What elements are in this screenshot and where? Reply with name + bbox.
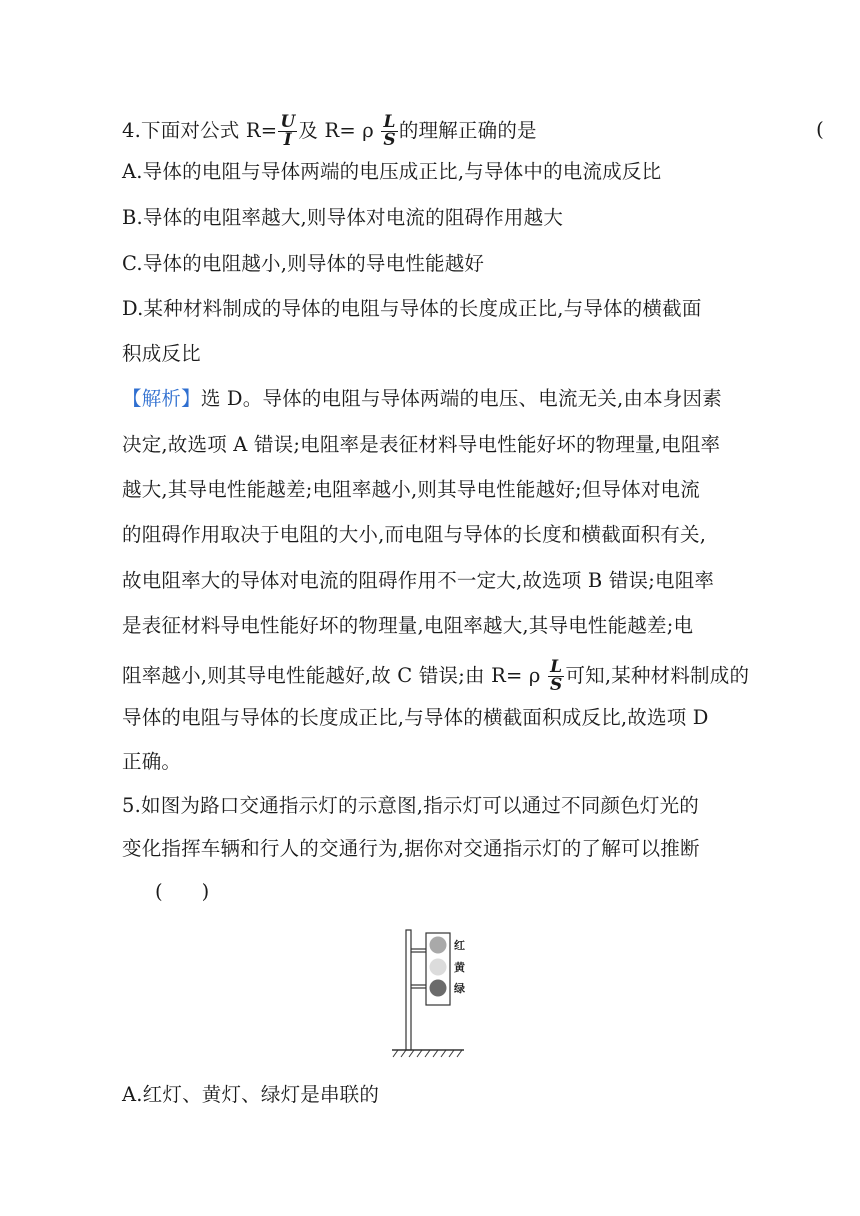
q4-option-b: B.导体的电阻率越大,则导体对电流的阻碍作用越大 bbox=[122, 206, 564, 229]
q5-answer-blank: ( ) bbox=[155, 880, 210, 903]
formula-l-over-s bbox=[381, 114, 397, 149]
analysis-line-8: 导体的电阻与导体的长度成正比,与导体的横截面积成反比,故选项 D bbox=[122, 706, 709, 729]
analysis-tag: 【解析】 bbox=[122, 387, 201, 410]
frac-numerator: U bbox=[280, 112, 296, 132]
q4-option-a: A.导体的电阻与导体两端的电压成正比,与导体中的电流成反比 bbox=[122, 160, 662, 183]
analysis-line-3: 越大,其导电性能越差;电阻率越小,则其导电性能越好;但导体对电流 bbox=[122, 478, 700, 501]
analysis-text: 可知,某种材料制成的 bbox=[565, 664, 750, 687]
q4-stem-mid: 及 R= ρ bbox=[298, 119, 381, 142]
analysis-line-4: 的阻碍作用取决于电阻的大小,而电阻与导体的长度和横截面积有关, bbox=[122, 523, 707, 546]
q4-option-d-line2: 积成反比 bbox=[122, 342, 201, 365]
q4-option-d-line1: D.某种材料制成的导体的电阻与导体的长度成正比,与导体的横截面 bbox=[122, 297, 702, 320]
formula-l-over-s bbox=[548, 659, 564, 694]
analysis-line-9: 正确。 bbox=[122, 750, 182, 773]
q5-stem-line2: 变化指挥车辆和行人的交通行为,据你对交通指示灯的了解可以推断 bbox=[122, 837, 700, 860]
traffic-light-diagram bbox=[390, 925, 470, 1060]
green-lamp bbox=[430, 980, 447, 997]
q4-option-c: C.导体的电阻越小,则导体的导电性能越好 bbox=[122, 252, 485, 275]
analysis-text: 选 D。导体的电阻与导体两端的电压、电流无关,由本身因素 bbox=[200, 387, 722, 410]
analysis-text: 阻率越小,则其导电性能越好,故 C 错误;由 R= ρ bbox=[122, 664, 547, 687]
label-yellow: 黄 bbox=[454, 962, 465, 974]
frac-denominator: I bbox=[283, 130, 292, 150]
analysis-line-2: 决定,故选项 A 错误;电阻率是表征材料导电性能好坏的物理量,电阻率 bbox=[122, 433, 721, 456]
label-red: 红 bbox=[454, 940, 465, 952]
q4-answer-paren: ( bbox=[816, 117, 824, 141]
q5-option-a: A.红灯、黄灯、绿灯是串联的 bbox=[122, 1083, 380, 1106]
traffic-light-figure bbox=[390, 925, 470, 1064]
analysis-line-1 bbox=[122, 384, 722, 414]
red-lamp bbox=[430, 937, 447, 954]
pole bbox=[406, 930, 411, 1050]
q5-stem-line1: 5.如图为路口交通指示灯的示意图,指示灯可以通过不同颜色灯光的 bbox=[122, 794, 700, 817]
analysis-line-5: 故电阻率大的导体对电流的阻碍作用不一定大,故选项 B 错误;电阻率 bbox=[122, 569, 715, 592]
q4-stem-suffix: 的理解正确的是 bbox=[398, 119, 537, 142]
frac-denominator: S bbox=[549, 675, 563, 695]
formula-u-over-i bbox=[278, 114, 297, 149]
frac-numerator: L bbox=[381, 114, 397, 132]
ground-hatching bbox=[392, 1050, 464, 1057]
q4-stem-prefix: 4.下面对公式 R= bbox=[122, 119, 278, 142]
frac-numerator: L bbox=[548, 659, 564, 677]
q4-stem bbox=[122, 114, 537, 149]
label-green: 绿 bbox=[454, 983, 465, 995]
analysis-line-7 bbox=[122, 659, 749, 694]
yellow-lamp bbox=[430, 959, 447, 976]
analysis-line-6: 是表征材料导电性能好坏的物理量,电阻率越大,其导电性能越差;电 bbox=[122, 614, 694, 637]
frac-denominator: S bbox=[383, 130, 396, 150]
